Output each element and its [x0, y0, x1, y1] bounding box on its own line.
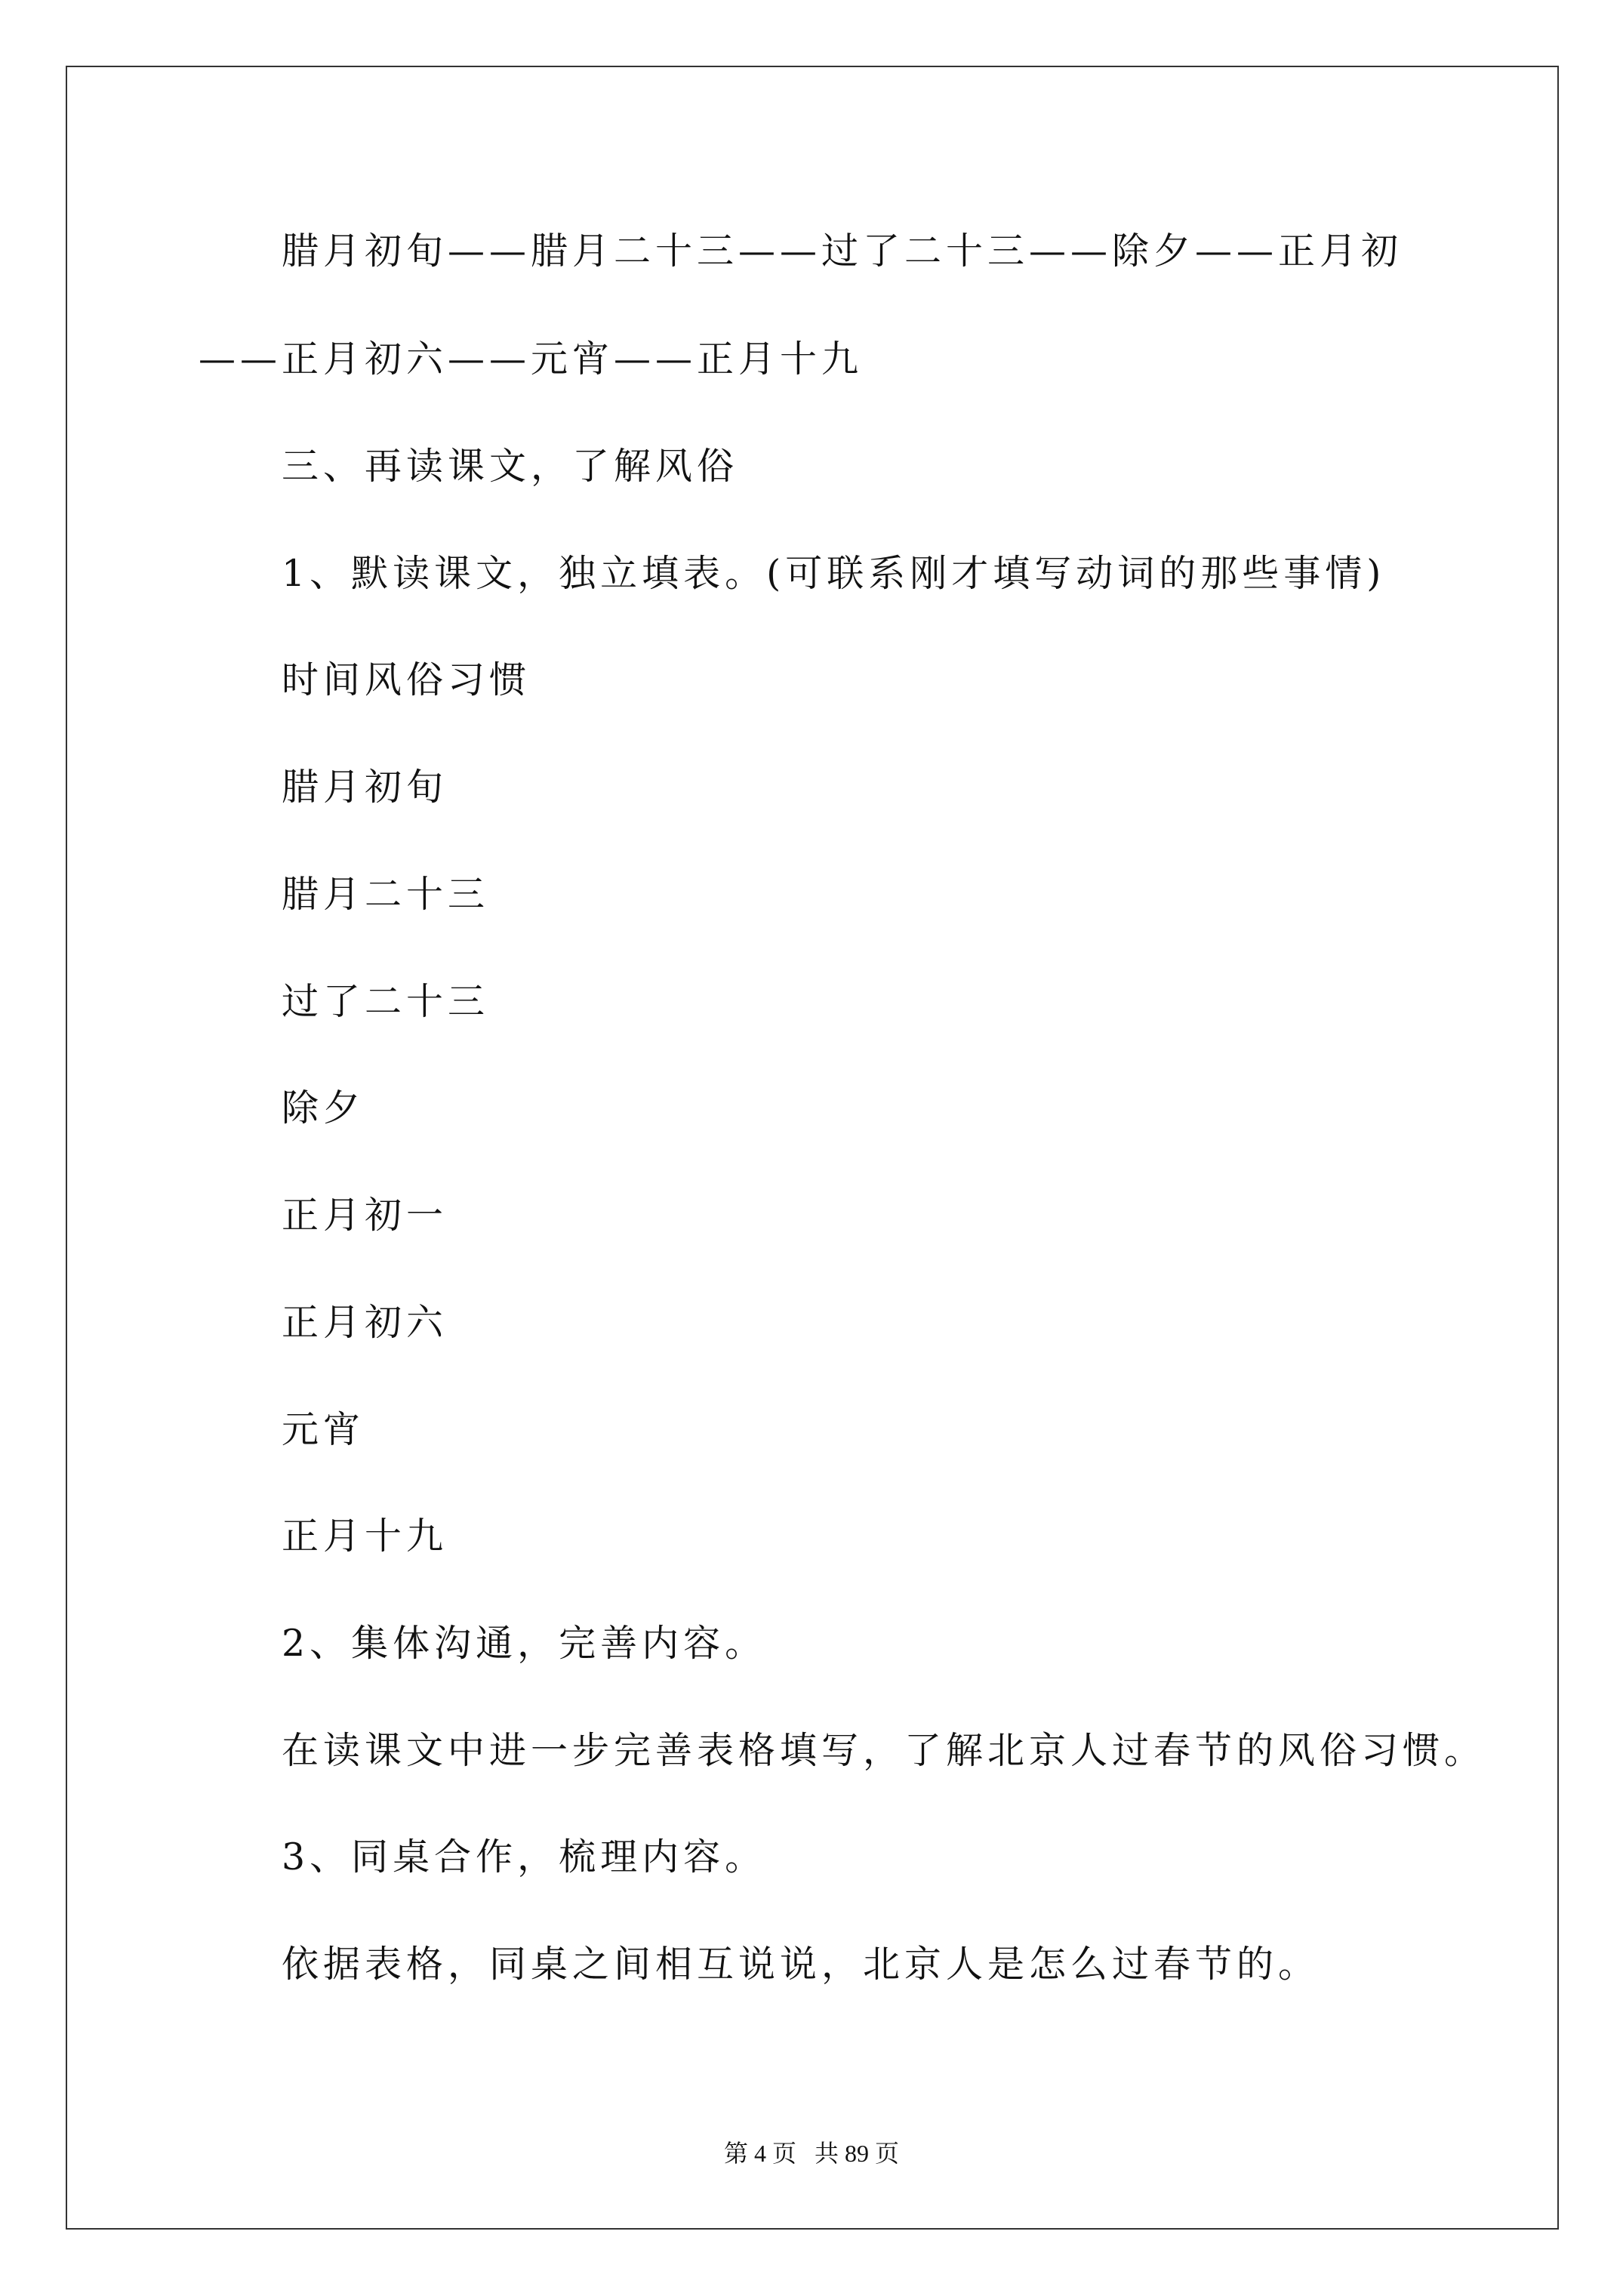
text-line: 2、集体沟通，完善内容。: [282, 1622, 767, 1665]
list-item: 腊月初旬: [282, 766, 448, 809]
text-line: 3、同桌合作，梳理内容。: [282, 1835, 767, 1878]
list-item: 正月十九: [282, 1515, 448, 1558]
list-item: 除夕: [282, 1086, 365, 1130]
page-number-footer: 第 4 页 共 89 页: [723, 2140, 899, 2167]
table-header-line: 时间风俗习惯: [282, 658, 531, 701]
text-line: ——正月初六——元宵——正月十九: [199, 337, 864, 381]
text-line: 在读课文中进一步完善表格填写，了解北京人过春节的风俗习惯。: [282, 1729, 1486, 1772]
text-line: 依据表格，同桌之间相互说说，北京人是怎么过春节的。: [282, 1943, 1320, 1986]
list-item: 过了二十三: [282, 980, 490, 1023]
list-item: 正月初一: [282, 1194, 448, 1237]
list-item: 元宵: [282, 1408, 365, 1451]
list-item: 腊月二十三: [282, 873, 490, 916]
list-item: 正月初六: [282, 1301, 448, 1344]
text-line: 1、默读课文，独立填表。(可联系刚才填写动词的那些事情): [282, 552, 1386, 595]
section-heading: 三、再读课文，了解风俗: [282, 445, 739, 488]
text-line: 腊月初旬——腊月二十三——过了二十三——除夕——正月初: [282, 230, 1403, 273]
